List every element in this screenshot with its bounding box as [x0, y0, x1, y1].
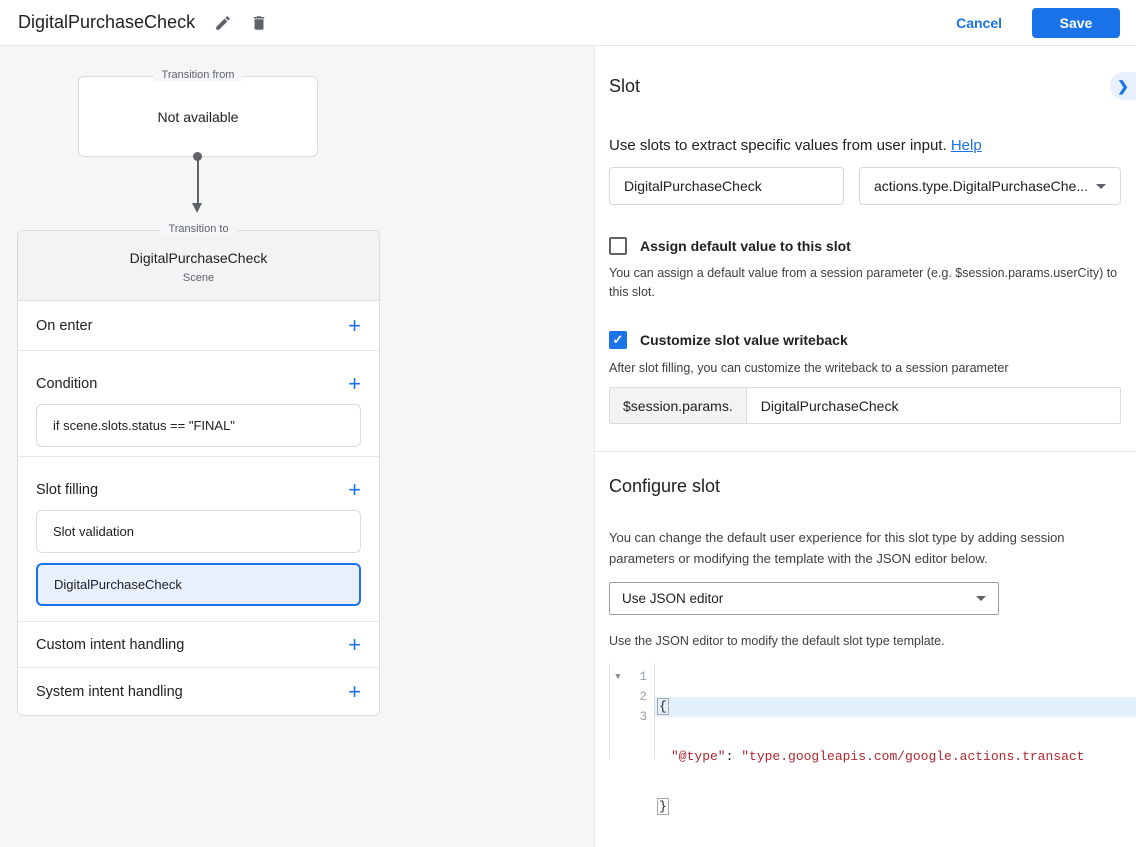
writeback-field[interactable]: [609, 387, 1121, 424]
open-brace-token: {: [659, 699, 667, 715]
assign-default-label: Assign default value to this slot: [640, 238, 851, 254]
cancel-button[interactable]: Cancel: [956, 14, 1002, 31]
slot-digitalpurchasecheck-label: DigitalPurchaseCheck: [54, 577, 182, 592]
condition-expression: if scene.slots.status == "FINAL": [53, 418, 235, 433]
slot-panel-title: Slot: [609, 76, 641, 96]
scene-card-header: [18, 231, 379, 301]
fold-arrow-icon[interactable]: ▼: [615, 671, 621, 682]
editor-mode-dropdown[interactable]: [609, 582, 999, 615]
configure-slot-description: You can change the default user experience for this slot type by adding session parameters or modifying the template with the JSON editor below.: [609, 530, 1065, 566]
add-custom-intent-button[interactable]: +: [348, 631, 361, 657]
add-slot-button[interactable]: +: [348, 477, 361, 502]
condition-row: [18, 351, 379, 457]
writeback-label: Customize slot value writeback: [640, 331, 848, 348]
transition-from-box: [78, 69, 318, 157]
editor-gutter: [609, 663, 655, 759]
slot-filling-label: Slot filling: [36, 482, 99, 498]
line-number: 2: [639, 689, 647, 704]
writeback-description: After slot filling, you can customize the writeback to a session parameter: [609, 360, 1009, 375]
help-link[interactable]: Help: [950, 137, 982, 154]
slot-name-input[interactable]: [609, 167, 844, 205]
scene-diagram-panel: [0, 46, 595, 847]
slot-detail-panel: [595, 46, 1136, 847]
json-editor-hint: Use the JSON editor to modify the default slot type template.: [609, 633, 945, 648]
transition-from-value: Not available: [157, 108, 239, 125]
trash-icon: [250, 14, 268, 32]
condition-label: Condition: [36, 376, 98, 392]
on-enter-row[interactable]: [18, 301, 379, 351]
assign-default-description: You can assign a default value from a session parameter (e.g. $session.params.userCity) to this slot.: [609, 266, 1118, 300]
condition-item[interactable]: [36, 404, 361, 447]
collapse-panel-button[interactable]: [1110, 72, 1136, 100]
slot-validation-label: Slot validation: [53, 524, 134, 539]
transition-from-label: Transition from: [154, 69, 243, 81]
code-area[interactable]: [655, 663, 1136, 815]
json-key-token: "@type": [671, 749, 726, 765]
gutter-row: [610, 687, 654, 707]
add-system-intent-button[interactable]: +: [348, 678, 361, 704]
writeback-value-input[interactable]: [747, 388, 1120, 423]
save-button[interactable]: Save: [1032, 8, 1120, 38]
line-number: 3: [639, 709, 647, 724]
custom-intent-label: Custom intent handling: [36, 636, 185, 653]
on-enter-label: On enter: [36, 317, 93, 334]
edit-title-button[interactable]: [209, 9, 237, 37]
configure-slot-title: Configure slot: [609, 476, 721, 497]
scene-subtitle: Scene: [182, 272, 215, 284]
system-intent-label: System intent handling: [36, 683, 183, 700]
code-line-2: [655, 747, 1136, 767]
connector-arrowhead-icon: [192, 203, 202, 213]
gutter-row: [610, 707, 654, 727]
transition-to-card: [17, 223, 380, 716]
transition-to-label: Transition to: [160, 223, 236, 235]
json-code-editor[interactable]: [609, 663, 1136, 815]
code-line-3: [655, 797, 1136, 817]
slot-type-value: actions.type.DigitalPurchaseChe...: [874, 178, 1088, 194]
slot-digitalpurchasecheck-item[interactable]: [36, 563, 361, 606]
delete-scene-button[interactable]: [245, 9, 273, 37]
custom-intent-row[interactable]: [18, 622, 379, 668]
assign-default-checkbox[interactable]: [609, 237, 627, 255]
slot-filling-row: [18, 457, 379, 622]
code-line-1: [655, 697, 1136, 717]
writeback-value: DigitalPurchaseCheck: [760, 397, 899, 414]
dropdown-arrow-icon: [976, 596, 986, 601]
slot-inputs-row: [609, 167, 1121, 205]
system-intent-row[interactable]: [18, 668, 379, 715]
gutter-row: [610, 667, 654, 687]
scene-title: DigitalPurchaseCheck: [129, 250, 268, 266]
colon-token: :: [725, 749, 742, 765]
editor-mode-value: Use JSON editor: [622, 590, 724, 606]
pencil-icon: [214, 14, 232, 32]
line-number: 1: [639, 669, 647, 684]
connector-line: [197, 158, 199, 203]
close-brace-token: }: [659, 799, 667, 815]
chevron-right-icon: ❯: [1117, 77, 1129, 94]
json-value-token: "type.googleapis.com/google.actions.transact: [741, 749, 1085, 765]
slot-intro-text: Use slots to extract specific values from user input. Help: [609, 137, 982, 154]
section-divider: [595, 451, 1136, 452]
add-on-enter-button[interactable]: +: [348, 312, 361, 338]
slot-validation-item[interactable]: [36, 510, 361, 553]
dropdown-arrow-icon: [1096, 184, 1106, 189]
slot-type-dropdown[interactable]: [859, 167, 1121, 205]
assign-default-checkbox-row[interactable]: [609, 237, 1121, 255]
page-title: DigitalPurchaseCheck: [18, 12, 196, 32]
top-bar: [0, 0, 1136, 46]
add-condition-button[interactable]: +: [348, 371, 361, 396]
writeback-checkbox[interactable]: [609, 331, 627, 349]
writeback-checkbox-row[interactable]: [609, 331, 1121, 349]
slot-name-value: DigitalPurchaseCheck: [624, 178, 762, 194]
writeback-prefix: $session.params.: [610, 388, 747, 423]
